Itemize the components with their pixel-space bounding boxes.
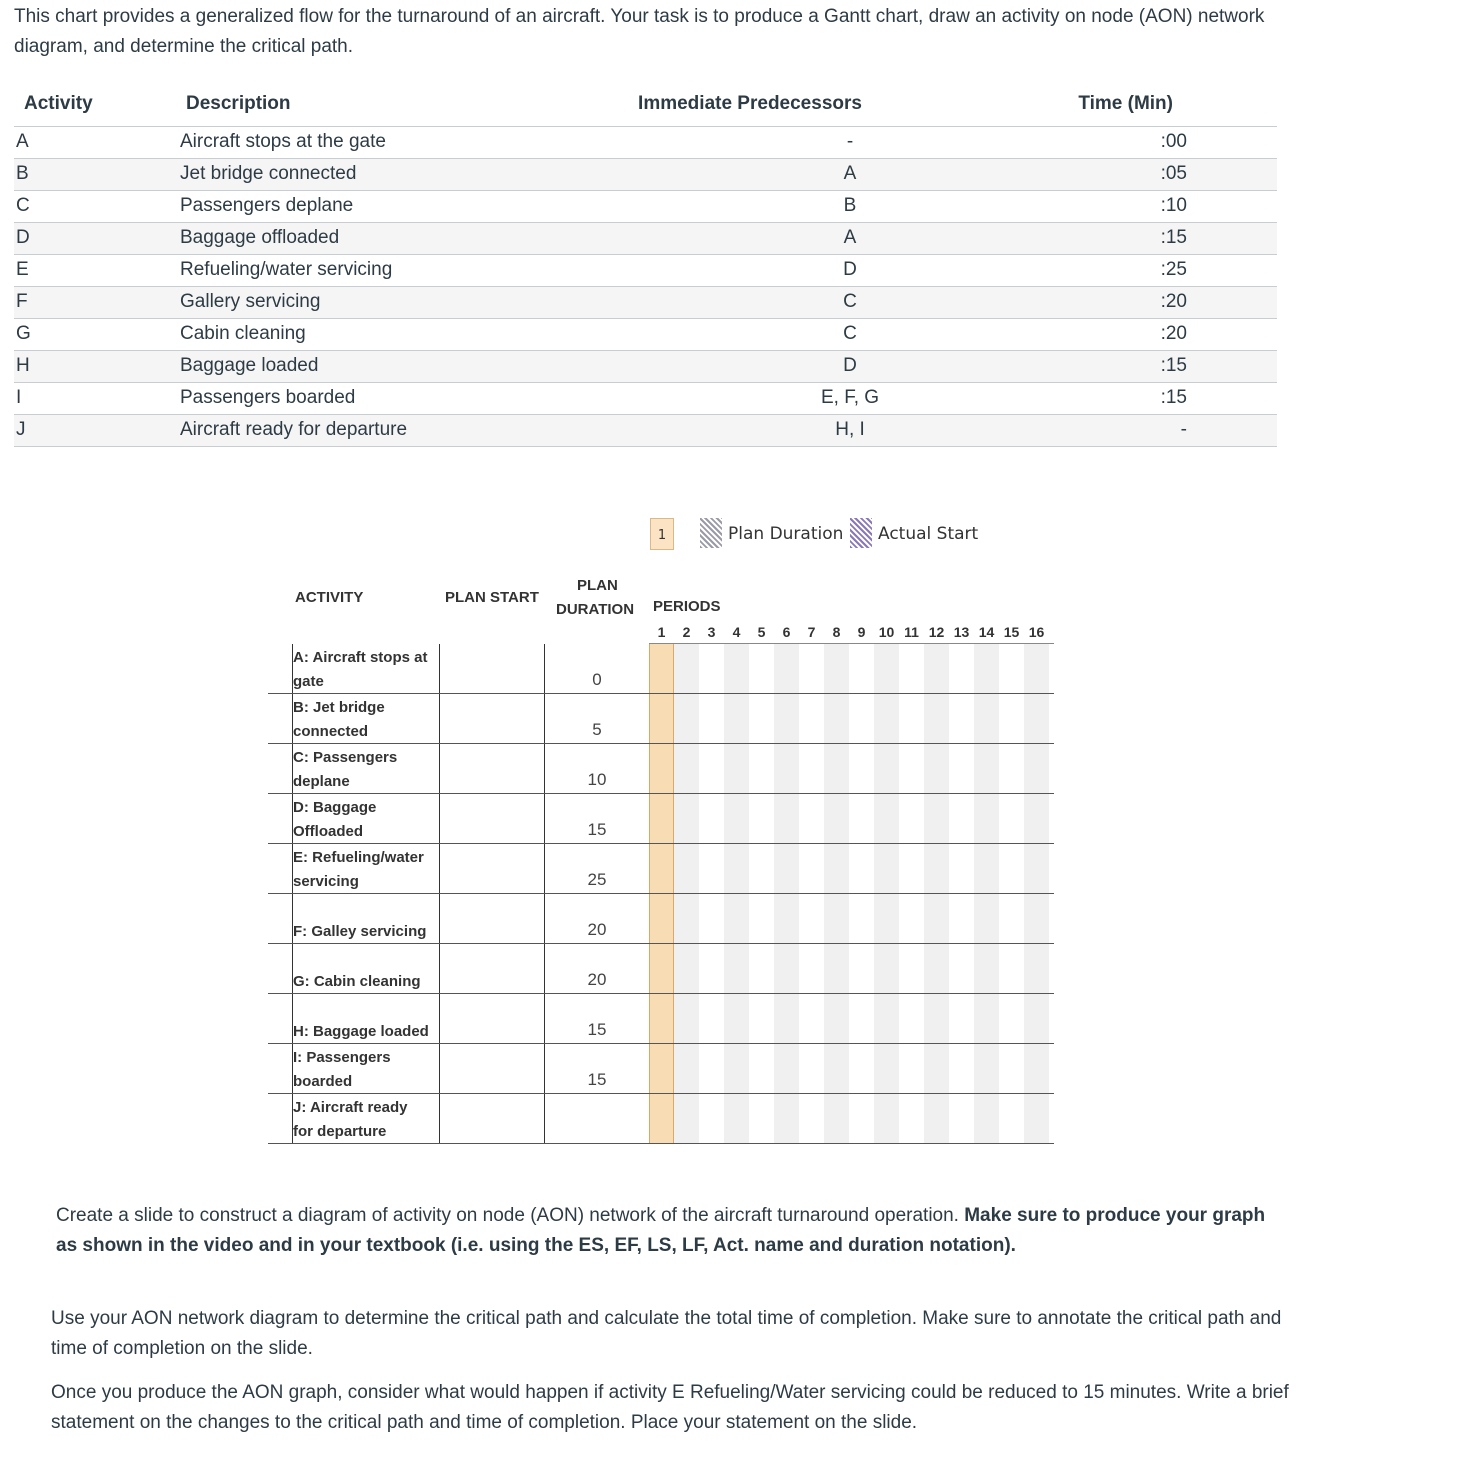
gantt-header-plan: PLAN bbox=[577, 577, 618, 594]
period-number: 9 bbox=[857, 624, 866, 640]
gantt-activity bbox=[293, 646, 439, 694]
activity-code: B bbox=[16, 163, 29, 184]
instruction-critical-path: Use your AON network diagram to determine the critical path and calculate the total time of completion. Make sure to annotate the critical path and time of completion on the slide. bbox=[51, 1308, 1282, 1359]
activity-time: :20 bbox=[1160, 323, 1187, 344]
gantt-header-plan-start: PLAN START bbox=[445, 589, 539, 606]
gantt-activity-line2: gate bbox=[293, 673, 324, 690]
gantt-activity-line2: boarded bbox=[293, 1073, 353, 1090]
gantt-header-duration: DURATION bbox=[556, 601, 635, 618]
period-number: 16 bbox=[1028, 624, 1045, 640]
activity-predecessors: D bbox=[843, 355, 857, 376]
activity-description: Aircraft stops at the gate bbox=[180, 131, 386, 152]
gantt-activity-line2: connected bbox=[293, 723, 369, 740]
period-number: 1 bbox=[657, 624, 666, 640]
activity-time: :15 bbox=[1160, 387, 1187, 408]
period-number: 14 bbox=[978, 624, 995, 640]
activity-predecessors: A bbox=[843, 163, 857, 184]
activity-predecessors: B bbox=[843, 195, 857, 216]
instruction-reduce-e: Once you produce the AON graph, consider what would happen if activity E Refueling/Water servicing could be reduced to 15 minutes. Write a brief statement on the changes to the critical path and time of completion. Place your statement on the slide. bbox=[51, 1382, 1289, 1433]
activity-predecessors: A bbox=[843, 227, 857, 248]
activity-predecessors: D bbox=[843, 259, 857, 280]
gantt-plan-duration: 0 bbox=[592, 670, 602, 689]
activity-description: Cabin cleaning bbox=[180, 323, 306, 344]
period-number: 11 bbox=[904, 624, 919, 640]
gantt-activity-line2: for departure bbox=[293, 1123, 387, 1140]
gantt-activity bbox=[293, 746, 439, 794]
activity-code: H bbox=[16, 355, 30, 376]
header-activity: Activity bbox=[24, 93, 93, 114]
period-number: 3 bbox=[707, 624, 716, 640]
plan-start-divider bbox=[439, 644, 440, 1144]
period-number: 8 bbox=[832, 624, 841, 640]
activity-code: F bbox=[16, 291, 28, 312]
activity-predecessors: C bbox=[843, 291, 857, 312]
gantt-activity-line1: E: Refueling/water bbox=[293, 849, 424, 866]
activity-predecessors: E, F, G bbox=[820, 387, 880, 408]
activity-code: D bbox=[16, 227, 30, 248]
gantt-activity-line2: G: Cabin cleaning bbox=[293, 973, 421, 990]
gantt-activity bbox=[293, 896, 439, 944]
instruction-aon bbox=[56, 1201, 1266, 1261]
gantt-activity-line1 bbox=[293, 896, 439, 920]
activity-description: Passengers deplane bbox=[180, 195, 354, 216]
period-number: 2 bbox=[682, 624, 691, 640]
gantt-activity-line2: deplane bbox=[293, 773, 350, 790]
activity-code: J bbox=[16, 419, 26, 440]
activity-time: :15 bbox=[1160, 227, 1187, 248]
gantt-header-activity: ACTIVITY bbox=[295, 589, 364, 606]
period-number: 13 bbox=[953, 624, 970, 640]
activity-predecessors: - bbox=[846, 131, 854, 152]
gantt-plan-duration: 20 bbox=[587, 970, 607, 989]
activity-table bbox=[14, 88, 1277, 447]
activity-predecessors: C bbox=[843, 323, 857, 344]
period-number: 6 bbox=[782, 624, 791, 640]
activity-row bbox=[14, 351, 1277, 383]
period-number: 4 bbox=[732, 624, 741, 640]
gantt-activity bbox=[293, 996, 439, 1044]
gantt-header-periods: PERIODS bbox=[653, 598, 721, 615]
activity-time: :10 bbox=[1160, 195, 1187, 216]
activity-row bbox=[14, 191, 1277, 223]
header-predecessors: Immediate Predecessors bbox=[638, 93, 862, 114]
activity-code: A bbox=[16, 131, 29, 152]
gantt-activity-line2: F: Galley servicing bbox=[293, 923, 427, 940]
activity-time: :25 bbox=[1160, 259, 1187, 280]
gantt-plan-duration: 5 bbox=[592, 720, 602, 739]
actual-start-swatch bbox=[850, 518, 872, 548]
header-description: Description bbox=[186, 93, 291, 114]
legend-current-period: 1 bbox=[650, 518, 674, 550]
gantt-activity bbox=[293, 796, 439, 844]
gantt-activity bbox=[293, 696, 439, 744]
period-number: 12 bbox=[928, 624, 945, 640]
period-number: 10 bbox=[878, 624, 895, 640]
gantt-activity-line1: J: Aircraft ready bbox=[293, 1099, 408, 1116]
gantt-plan-duration: 20 bbox=[587, 920, 607, 939]
legend-plan-duration: Plan Duration bbox=[728, 524, 844, 544]
gantt-activity-line1: I: Passengers bbox=[293, 1049, 391, 1066]
activity-row bbox=[14, 287, 1277, 319]
gantt-plan-duration: 25 bbox=[587, 870, 607, 889]
header-time: Time (Min) bbox=[1078, 93, 1173, 114]
instruction-aon-text: Create a slide to construct a diagram of activity on node (AON) network of the aircraft turnaround operation. bbox=[56, 1205, 965, 1226]
activity-description: Passengers boarded bbox=[180, 387, 356, 408]
activity-description: Refueling/water servicing bbox=[180, 259, 393, 280]
gantt-plan-duration: 10 bbox=[587, 770, 607, 789]
activity-description: Baggage offloaded bbox=[180, 227, 340, 248]
gantt-activity bbox=[293, 1096, 439, 1144]
intro-text: This chart provides a generalized flow for the turnaround of an aircraft. Your task is to produce a Gantt chart, draw an activity on node (AON) network diagram, and determine the critical path. bbox=[14, 6, 1265, 57]
activity-code: I bbox=[16, 387, 22, 408]
gantt-activity-line1 bbox=[293, 946, 439, 970]
instruction-aon-bold: Make sure to produce your graph as shown in the video and in your textbook (i.e. using the ES, EF, LS, LF, Act. name and duration notation). bbox=[56, 1205, 1266, 1256]
activity-code: C bbox=[16, 195, 30, 216]
activity-time: - bbox=[1180, 419, 1187, 440]
plan-duration-swatch bbox=[700, 518, 722, 548]
activity-row bbox=[14, 255, 1277, 287]
activity-code: G bbox=[16, 323, 31, 344]
gantt-activity-line1: B: Jet bridge bbox=[293, 699, 385, 716]
activity-time: :05 bbox=[1160, 163, 1187, 184]
activity-row bbox=[14, 415, 1277, 447]
activity-predecessors: H, I bbox=[835, 419, 865, 440]
gantt-activity bbox=[293, 946, 439, 994]
gantt-activity bbox=[293, 846, 439, 894]
activity-row bbox=[14, 383, 1277, 415]
gantt-activity-line2: servicing bbox=[293, 873, 359, 890]
activity-code: E bbox=[16, 259, 29, 280]
activity-row bbox=[14, 127, 1277, 159]
activity-row bbox=[14, 223, 1277, 255]
gantt-activity-line2: H: Baggage loaded bbox=[293, 1023, 429, 1040]
period-number: 7 bbox=[807, 624, 816, 640]
activity-row bbox=[14, 319, 1277, 351]
gantt-activity-line1: A: Aircraft stops at bbox=[293, 649, 428, 666]
activity-table-header bbox=[14, 88, 1277, 127]
period-number: 5 bbox=[757, 624, 766, 640]
activity-time: :00 bbox=[1160, 131, 1187, 152]
period-header-line bbox=[649, 643, 1054, 644]
gantt-activity-line1 bbox=[293, 996, 439, 1020]
activity-description: Baggage loaded bbox=[180, 355, 319, 376]
activity-time: :15 bbox=[1160, 355, 1187, 376]
activity-time: :20 bbox=[1160, 291, 1187, 312]
gantt-activity bbox=[293, 1046, 439, 1094]
activity-description: Aircraft ready for departure bbox=[180, 419, 408, 440]
gantt-activity-line1: C: Passengers bbox=[293, 749, 398, 766]
period-number: 15 bbox=[1003, 624, 1020, 640]
activity-description: Jet bridge connected bbox=[180, 163, 357, 184]
activity-description: Gallery servicing bbox=[180, 291, 321, 312]
legend-actual-start: Actual Start bbox=[878, 524, 979, 544]
duration-divider bbox=[544, 644, 545, 1144]
gantt-plan-duration: 15 bbox=[587, 1070, 607, 1089]
gantt-activity-line1: D: Baggage bbox=[293, 799, 377, 816]
gantt-plan-duration: 15 bbox=[587, 820, 607, 839]
gantt-plan-duration: 15 bbox=[587, 1020, 607, 1039]
activity-row bbox=[14, 159, 1277, 191]
gantt-activity-line2: Offloaded bbox=[293, 823, 363, 840]
